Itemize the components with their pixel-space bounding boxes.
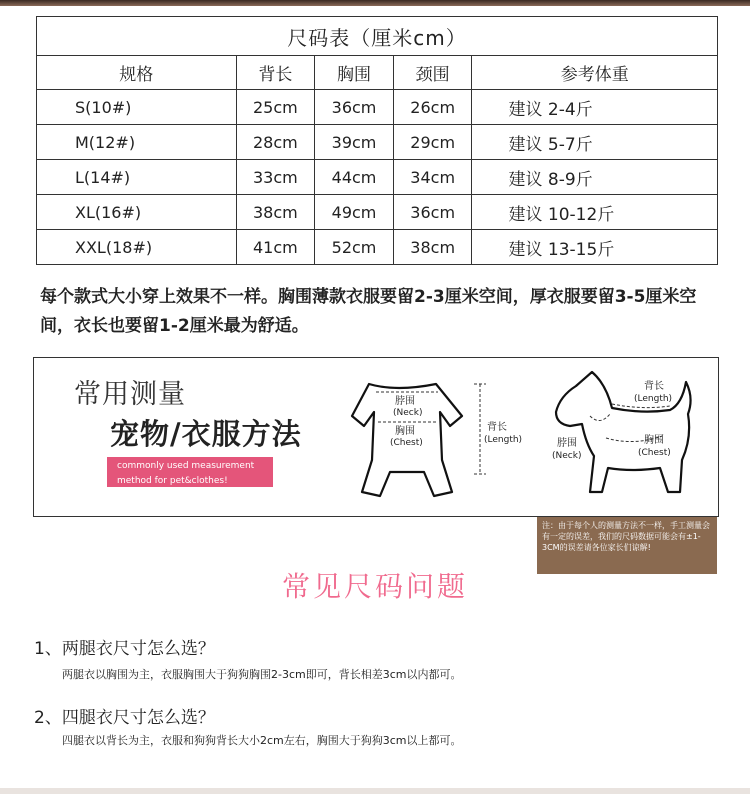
cell-neck: 34cm xyxy=(393,160,472,195)
english-subtitle-badge xyxy=(107,457,273,487)
cell-weight: 建议 8-9斤 xyxy=(472,160,718,195)
english-subtitle-line1: commonly used measurement xyxy=(117,461,255,471)
cell-weight: 建议 10-12斤 xyxy=(472,195,718,230)
english-subtitle-line2: method for pet&clothes! xyxy=(117,476,228,486)
cell-neck: 36cm xyxy=(393,195,472,230)
clothes-chest-cn: 胸围 xyxy=(395,426,415,437)
cell-neck: 26cm xyxy=(393,90,472,125)
table-row xyxy=(37,90,718,125)
cell-size: L(14#) xyxy=(37,160,237,195)
table-row xyxy=(37,160,718,195)
size-note: 每个款式大小穿上效果不一样。胸围薄款衣服要留2-3厘米空间，厚衣服要留3-5厘米空间，衣长也要留1-2厘米最为舒适。 xyxy=(40,287,697,336)
faq-question-1: 1、两腿衣尺寸怎么选？ xyxy=(34,639,215,659)
cell-size: XL(16#) xyxy=(37,195,237,230)
size-table xyxy=(36,16,718,265)
measure-title-line2: 宠物/衣服方法 xyxy=(110,417,302,451)
dog-length-en: (Length) xyxy=(634,394,673,404)
size-table-title: 尺码表（厘米cm） xyxy=(37,17,718,56)
table-row xyxy=(37,230,718,265)
measurement-disclaimer: 注：由于每个人的测量方法不一样，手工测量会有一定的误差，我们的尺码数据可能会有±1-3CM的误差请各位家长们谅解! xyxy=(537,517,717,574)
faq-title: 常见尺码问题 xyxy=(281,570,468,603)
cell-chest: 52cm xyxy=(315,230,394,265)
dog-length-cn: 背长 xyxy=(644,381,664,392)
dog-neck-en: (Neck) xyxy=(552,451,582,461)
cell-back-length: 38cm xyxy=(236,195,315,230)
bottom-decor-bar xyxy=(0,788,750,794)
cell-neck: 38cm xyxy=(393,230,472,265)
header-chest: 胸围 xyxy=(315,56,394,90)
dog-neck-cn: 脖围 xyxy=(557,438,577,449)
cell-size: S(10#) xyxy=(37,90,237,125)
cell-chest: 44cm xyxy=(315,160,394,195)
measurement-diagrams xyxy=(324,364,714,510)
dog-chest-cn: 胸围 xyxy=(644,435,664,446)
clothes-measure-lines xyxy=(376,384,486,474)
header-size: 规格 xyxy=(37,56,237,90)
clothes-neck-en: (Neck) xyxy=(393,408,423,418)
table-row xyxy=(37,195,718,230)
clothes-chest-en: (Chest) xyxy=(390,438,423,448)
cell-back-length: 41cm xyxy=(236,230,315,265)
cell-weight: 建议 5-7斤 xyxy=(472,125,718,160)
table-row xyxy=(37,125,718,160)
cell-size: M(12#) xyxy=(37,125,237,160)
cell-back-length: 25cm xyxy=(236,90,315,125)
measure-title-line1: 常用测量 xyxy=(74,379,186,410)
header-neck: 颈围 xyxy=(393,56,472,90)
header-weight: 参考体重 xyxy=(472,56,718,90)
cell-weight: 建议 13-15斤 xyxy=(472,230,718,265)
cell-chest: 36cm xyxy=(315,90,394,125)
cell-weight: 建议 2-4斤 xyxy=(472,90,718,125)
clothes-length-en: (Length) xyxy=(484,435,523,445)
header-back-length: 背长 xyxy=(236,56,315,90)
faq-question-2: 2、四腿衣尺寸怎么选？ xyxy=(34,708,215,728)
top-decor-bar xyxy=(0,0,750,6)
clothes-neck-cn: 脖围 xyxy=(395,396,415,407)
faq-answer-1: 两腿衣以胸围为主，衣服胸围大于狗狗胸围2-3cm即可，背长相差3cm以内都可。 xyxy=(62,668,462,681)
cell-neck: 29cm xyxy=(393,125,472,160)
dog-chest-en: (Chest) xyxy=(638,448,671,458)
faq-answer-2: 四腿衣以背长为主，衣服和狗狗背长大小2cm左右，胸围大于狗狗3cm以上都可。 xyxy=(62,734,462,747)
cell-chest: 39cm xyxy=(315,125,394,160)
dog-outline-icon xyxy=(556,372,691,492)
cell-size: XXL(18#) xyxy=(37,230,237,265)
cell-back-length: 33cm xyxy=(236,160,315,195)
cell-back-length: 28cm xyxy=(236,125,315,160)
clothes-length-cn: 背长 xyxy=(487,422,507,433)
measurement-panel xyxy=(33,357,719,517)
cell-chest: 49cm xyxy=(315,195,394,230)
